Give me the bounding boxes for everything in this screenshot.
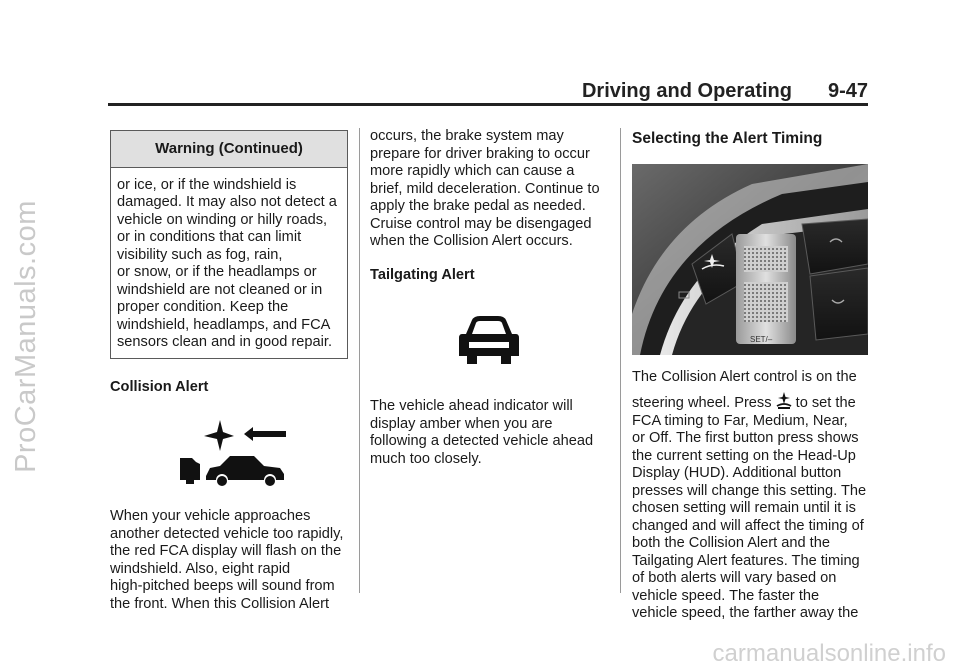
column-2 bbox=[370, 128, 608, 468]
body-line: much too closely. bbox=[370, 450, 482, 467]
body-line: Display (HUD). Additional button bbox=[632, 465, 842, 481]
body-line: Tailgating Alert features. The timing bbox=[632, 552, 860, 569]
body-line: brief, mild deceleration. Continue to bbox=[370, 180, 600, 197]
body-line: The Collision Alert control is on the bbox=[632, 368, 857, 385]
side-watermark-text: ProCarManuals.com bbox=[9, 199, 42, 473]
bottom-watermark: carmanualsonline.info bbox=[712, 640, 946, 667]
alert-timing-heading: Selecting the Alert Timing bbox=[632, 130, 823, 147]
set-button-label: SET/– bbox=[750, 334, 773, 344]
body-line: the front. When this Collision Alert bbox=[110, 595, 330, 612]
body-line: more rapidly which can cause a bbox=[370, 163, 575, 179]
body-line: The vehicle ahead indicator will bbox=[370, 398, 573, 414]
body-line: or Off. The first button press shows bbox=[632, 430, 859, 446]
warning-box bbox=[110, 130, 348, 359]
warning-line: proper condition. Keep the bbox=[117, 299, 289, 315]
body-line: vehicle speed, the farther away the bbox=[632, 605, 859, 621]
collision-alert-heading: Collision Alert bbox=[110, 378, 209, 395]
body-line: following a detected vehicle ahead bbox=[370, 433, 594, 449]
warning-line: or snow, or if the headlamps or bbox=[117, 264, 317, 280]
section-title: Driving and Operating bbox=[581, 80, 792, 102]
warning-body bbox=[111, 168, 347, 358]
body-line bbox=[632, 392, 870, 413]
page-number: 9-47 bbox=[827, 80, 868, 102]
steering-wheel-control-photo bbox=[632, 164, 868, 355]
body-line: prepare for driver braking to occur bbox=[370, 145, 590, 162]
collision-alert-continued bbox=[370, 128, 608, 251]
warning-line: vehicle on winding or hilly roads, bbox=[117, 211, 328, 228]
column-divider-1 bbox=[359, 128, 360, 593]
header-rule bbox=[108, 103, 868, 106]
body-line: display amber when you are bbox=[370, 415, 553, 432]
body-line: presses will change this setting. The bbox=[632, 482, 867, 499]
body-line-part: to set the bbox=[795, 395, 856, 411]
collision-alert-body bbox=[110, 508, 348, 613]
warning-line: visibility such as fog, rain, bbox=[117, 246, 283, 263]
body-line: of both alerts will vary based on bbox=[632, 570, 837, 586]
warning-line: sensors clean and in good repair. bbox=[117, 334, 332, 350]
body-line: high-pitched beeps will sound from bbox=[110, 578, 335, 594]
body-line: changed and will affect the timing of bbox=[632, 517, 864, 534]
body-line: vehicle speed. The faster the bbox=[632, 587, 820, 604]
body-line-part: steering wheel. Press bbox=[632, 395, 772, 411]
page-header bbox=[0, 80, 868, 104]
warning-line: damaged. It may also not detect a bbox=[117, 194, 337, 210]
body-line: Cruise control may be disengaged bbox=[370, 215, 592, 232]
body-line: occurs, the brake system may bbox=[370, 128, 564, 144]
body-line: chosen setting will remain until it is bbox=[632, 500, 856, 516]
vehicle-ahead-icon bbox=[370, 312, 608, 378]
body-line: apply the brake pedal as needed. bbox=[370, 198, 586, 214]
tailgating-alert-body bbox=[370, 398, 608, 468]
column-divider-2 bbox=[620, 128, 621, 593]
warning-title: Warning (Continued) bbox=[111, 131, 347, 168]
alert-timing-body bbox=[632, 369, 870, 623]
column-3 bbox=[632, 130, 870, 623]
collision-alert-button-icon bbox=[776, 392, 792, 408]
warning-line: or in conditions that can limit bbox=[117, 229, 302, 245]
body-line: the current setting on the Head-Up bbox=[632, 447, 856, 464]
collision-alert-icon bbox=[110, 418, 348, 494]
body-line: both the Collision Alert and the bbox=[632, 535, 830, 551]
tailgating-alert-heading: Tailgating Alert bbox=[370, 266, 475, 283]
warning-line: windshield, headlamps, and FCA bbox=[117, 316, 331, 333]
warning-line: or ice, or if the windshield is bbox=[117, 176, 297, 193]
body-line: the red FCA display will flash on the bbox=[110, 543, 342, 559]
warning-line: windshield are not cleaned or in bbox=[117, 281, 323, 298]
body-line: windshield. Also, eight rapid bbox=[110, 560, 291, 577]
body-line: FCA timing to Far, Medium, Near, bbox=[632, 412, 848, 429]
column-1 bbox=[110, 130, 348, 613]
body-line: another detected vehicle too rapidly, bbox=[110, 525, 344, 542]
body-line: when the Collision Alert occurs. bbox=[370, 233, 573, 249]
body-line: When your vehicle approaches bbox=[110, 508, 311, 524]
